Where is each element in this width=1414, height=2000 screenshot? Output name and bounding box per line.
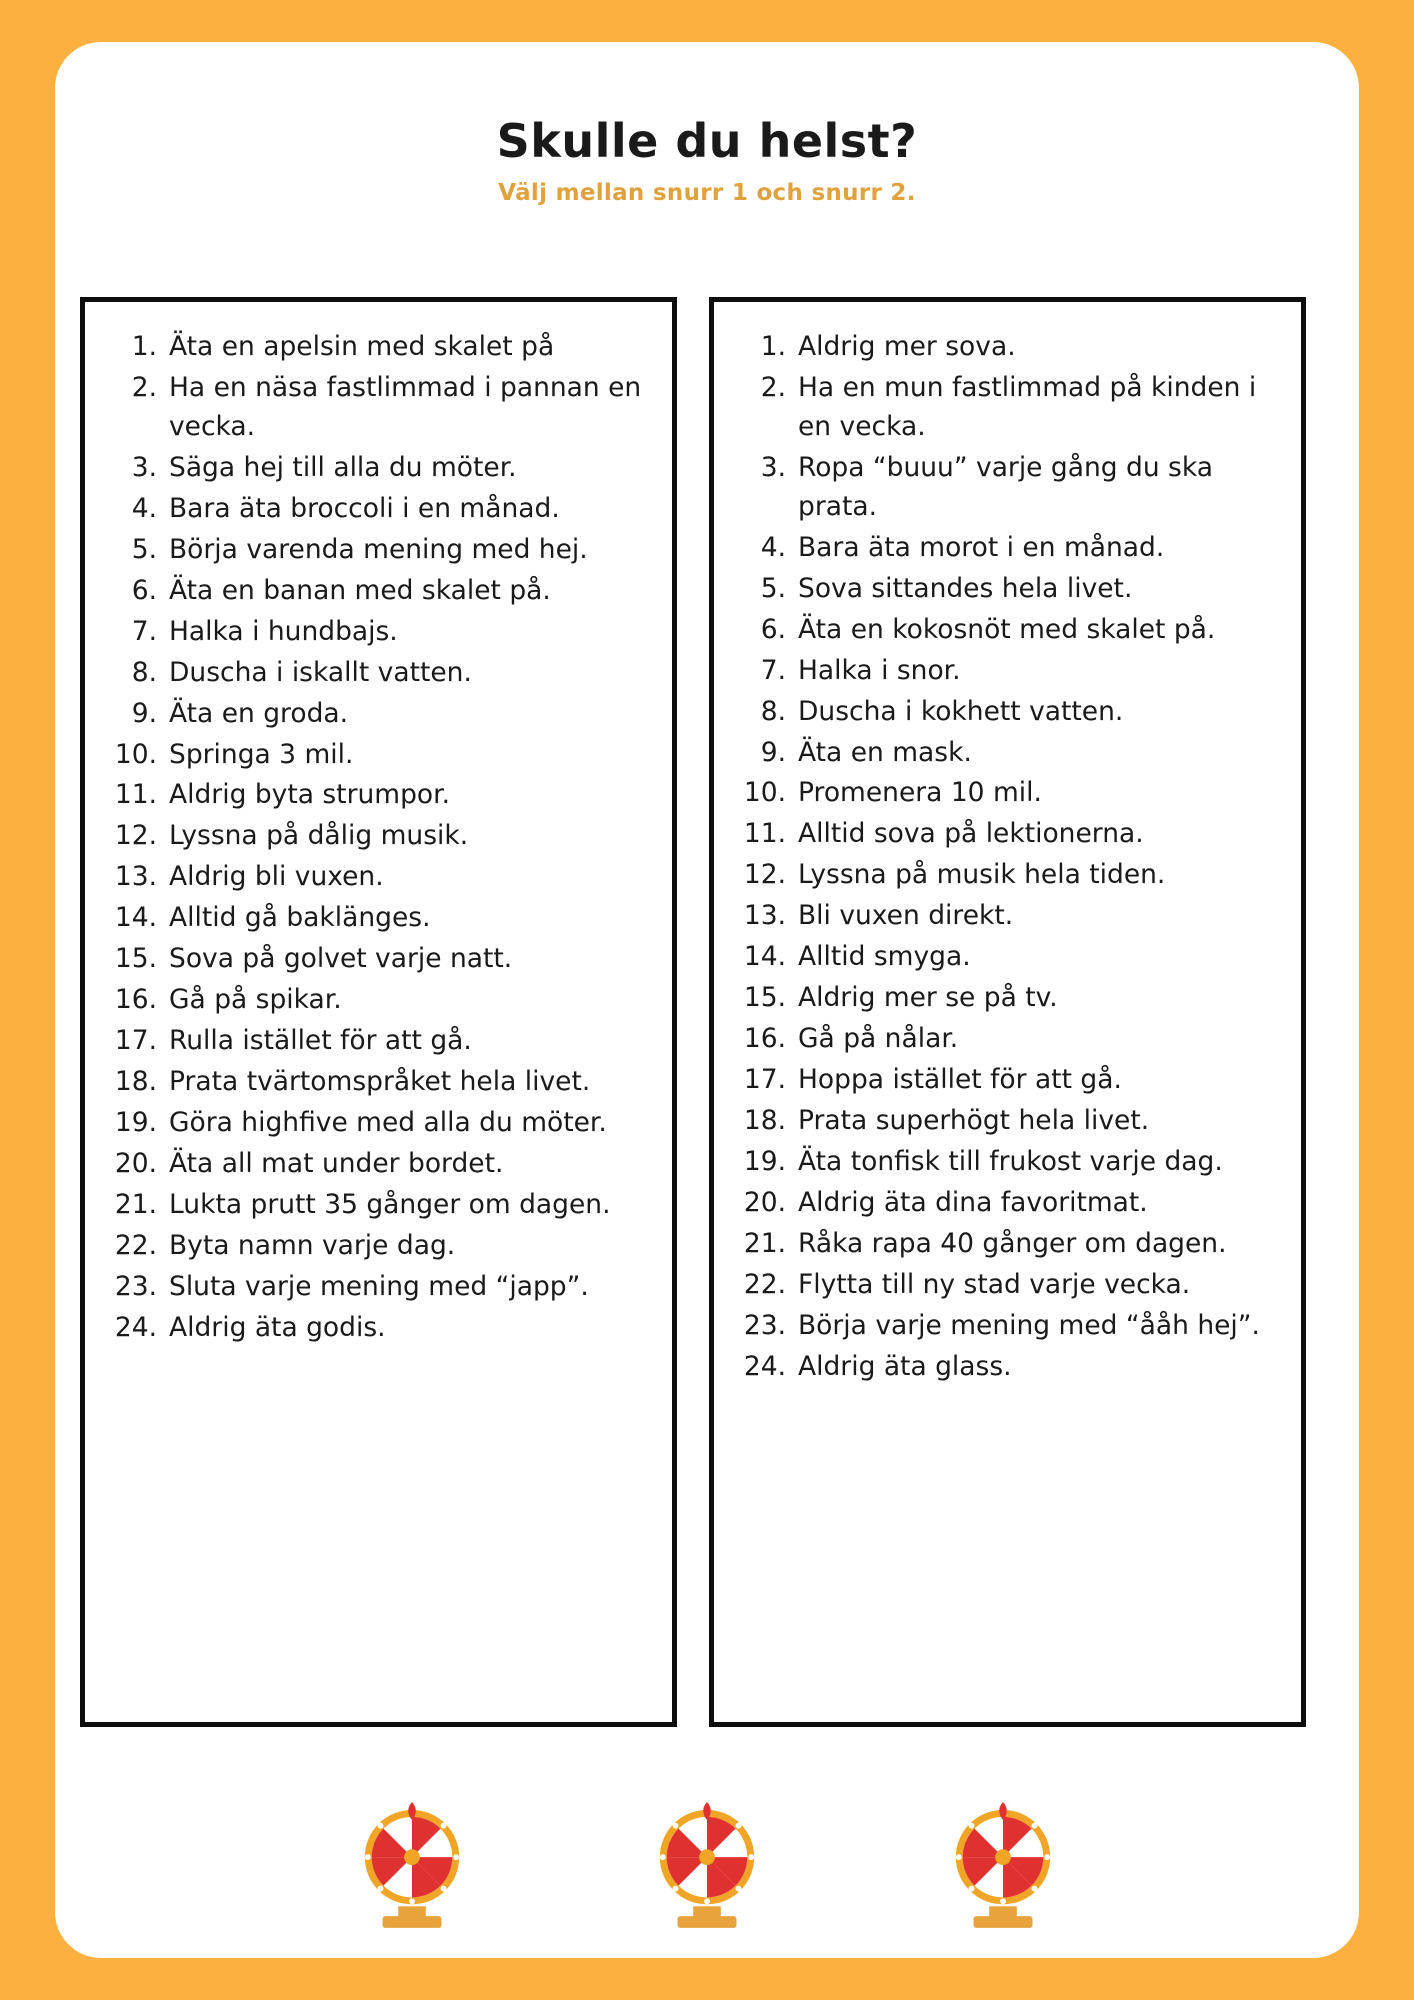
list-item: Gå på spikar. [169, 984, 342, 1016]
list-item: Säga hej till alla du möter. [169, 451, 517, 483]
list-item: Äta en kokosnöt med skalet på. [798, 613, 1216, 645]
list-item: Lyssna på dålig musik. [169, 820, 469, 852]
list-columns [80, 297, 1334, 1727]
list-item: Prata superhögt hela livet. [798, 1105, 1150, 1137]
list-item: Alltid gå baklänges. [169, 902, 431, 934]
list-item: Lyssna på musik hela tiden. [798, 859, 1166, 891]
list-item: Duscha i iskallt vatten. [169, 656, 472, 688]
list-item: Aldrig mer se på tv. [798, 982, 1058, 1014]
list-item: Bli vuxen direkt. [798, 900, 1014, 932]
list-item: Hoppa istället för att gå. [798, 1064, 1122, 1096]
list-item: Börja varenda mening med hej. [169, 533, 588, 565]
list-item: Halka i hundbajs. [169, 615, 398, 647]
list-item: Lukta prutt 35 gånger om dagen. [169, 1189, 611, 1221]
list-item: Ropa “buuu” varje gång du ska prata. [798, 451, 1213, 522]
list-item: Duscha i kokhett vatten. [798, 695, 1124, 727]
list-item: Springa 3 mil. [169, 738, 354, 770]
list-item: Sova sittandes hela livet. [798, 572, 1133, 604]
list-item: Byta namn varje dag. [169, 1229, 456, 1261]
list-item: Sluta varje mening med “japp”. [169, 1270, 589, 1302]
list-item: Gå på nålar. [798, 1023, 959, 1055]
list-item: Aldrig äta dina favoritmat. [798, 1187, 1148, 1219]
list-item: Äta en mask. [798, 736, 972, 768]
list-item: Prata tvärtomspråket hela livet. [169, 1066, 591, 1098]
list-column-snurr-1 [80, 297, 677, 1727]
list-item: Alltid smyga. [798, 941, 971, 973]
list-item: Råka rapa 40 gånger om dagen. [798, 1227, 1227, 1259]
list-item: Ha en mun fastlimmad på kinden i en vecka. [798, 371, 1257, 442]
list-item: Äta en groda. [169, 697, 349, 729]
list-item: Ha en näsa fastlimmad i pannan en vecka. [169, 371, 642, 442]
list-item: Aldrig äta glass. [798, 1350, 1012, 1382]
prize-wheel-icon [944, 1800, 1062, 1930]
prize-wheel-icon [353, 1800, 471, 1930]
list-item: Aldrig byta strumpor. [169, 779, 450, 811]
list-item: Sova på golvet varje natt. [169, 943, 513, 975]
list-item: Halka i snor. [798, 654, 961, 686]
list-item: Aldrig äta godis. [169, 1311, 386, 1343]
list-item: Äta en banan med skalet på. [169, 574, 551, 606]
list-item: Aldrig mer sova. [798, 331, 1016, 362]
list-item: Bara äta broccoli i en månad. [169, 492, 560, 524]
list-item: Äta all mat under bordet. [169, 1148, 504, 1180]
list-snurr-1 [95, 328, 654, 1348]
list-item: Äta tonfisk till frukost varje dag. [798, 1146, 1223, 1178]
list-item: Alltid sova på lektionerna. [798, 818, 1144, 850]
list-column-snurr-2 [709, 297, 1306, 1727]
page-title: Skulle du helst? [496, 114, 918, 168]
list-item: Börja varje mening med “ååh hej”. [798, 1309, 1260, 1341]
prize-wheel-icon [648, 1800, 766, 1930]
list-item: Flytta till ny stad varje vecka. [798, 1268, 1191, 1300]
list-item: Göra highfive med alla du möter. [169, 1107, 607, 1139]
list-item: Promenera 10 mil. [798, 777, 1042, 809]
list-item: Äta en apelsin med skalet på [169, 331, 555, 362]
list-item: Bara äta morot i en månad. [798, 531, 1165, 563]
list-item: Aldrig bli vuxen. [169, 861, 384, 893]
worksheet-page [55, 42, 1359, 1958]
page-subtitle: Välj mellan snurr 1 och snurr 2. [498, 180, 916, 206]
list-item: Rulla istället för att gå. [169, 1025, 472, 1057]
list-snurr-2 [724, 328, 1283, 1387]
wheel-decorations [55, 1800, 1359, 1930]
